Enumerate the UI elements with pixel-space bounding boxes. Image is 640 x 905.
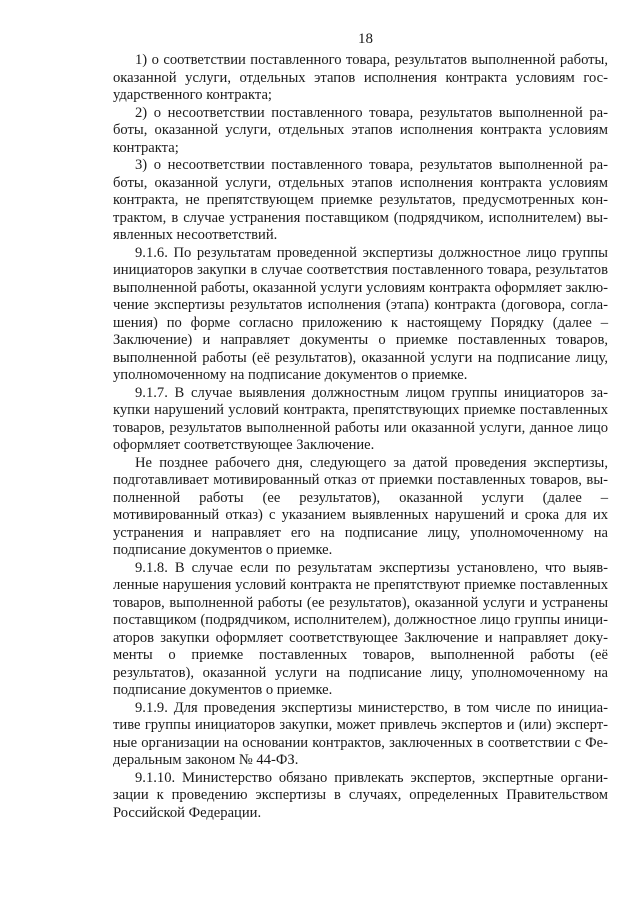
paragraph-9-1-7-continued: Не позднее рабочего дня, следующего за датой проведения экспертизы, подготавливает мотивированный отказ от приемки поставленных товаров, выполненной работы (ее результатов), оказанной услуги (далее – мотивированный отказ) с указанием выявленных нарушений и срока для их устранения и направляет его на подписание лицу, уполномоченному на подписание документов о приемке. <box>113 454 608 558</box>
paragraph-9-1-9: 9.1.9. Для проведения экспертизы министерство, в том числе по инициативе группы инициаторов закупки, может привлечь экспертов и (или) экспертные организации на основании контрактов, заключенных в соответствии с Федеральным законом № 44-ФЗ. <box>113 699 608 768</box>
paragraph-9-1-8: 9.1.8. В случае если по результатам экспертизы установлено, что выявленные нарушения условий контракта не препятствуют приемке поставленных товаров, выполненной работы (ее результатов), оказанной услуги и устранены поставщиком (подрядчиком, исполнителем), должностное лицо группы инициаторов закупки оформляет соответствующее Заключение и направляет документы о приемке поставленных товаров, выполненной работы (её результатов), оказанной услуги на подписание лицу, уполномоченному на подписание документов о приемке. <box>113 559 608 698</box>
paragraph-9-1-10: 9.1.10. Министерство обязано привлекать экспертов, экспертные организации к проведению экспертизы в случаях, определенных Правительством Российской Федерации. <box>113 769 608 821</box>
paragraph-9-1-6: 9.1.6. По результатам проведенной экспертизы должностное лицо группы инициаторов закупки в случае соответствия поставленного товара, результатов выполненной работы, оказанной услуги условиям контракта оформляет заключение экспертизы результатов исполнения (этапа) контракта (договора, соглашения) по форме согласно приложению к настоящему Порядку (далее – Заключение) и направляет документы о приемке поставленных товаров, выполненной работы (её результатов), оказанной услуги на подписание лицу, уполномоченному на подписание документов о приемке. <box>113 244 608 383</box>
paragraph-item-1: 1) о соответствии поставленного товара, результатов выполненной работы, оказанной услуги, отдельных этапов исполнения контракта условиям государственного контракта; <box>113 52 608 103</box>
paragraph-9-1-7: 9.1.7. В случае выявления должностным лицом группы инициаторов закупки нарушений условий контракта, препятствующих приемке поставленных товаров, результатов выполненной работы или оказанной услуги, данное лицо оформляет соответствующее Заключение. <box>113 384 608 453</box>
paragraph-item-3: 3) о несоответствии поставленного товара, результатов выполненной работы, оказанной услуги, отдельных этапов исполнения контракта условиям контракта, не препятствующем приемке результатов, предусмотренных контрактом, в случае устранения поставщиком (подрядчиком, исполнителем) выявленных несоответствий. <box>113 157 608 243</box>
paragraph-item-2: 2) о несоответствии поставленного товара, результатов выполненной работы, оказанной услуги, отдельных этапов исполнения контракта условиям контракта; <box>113 104 608 156</box>
page-number: 18 <box>358 31 373 47</box>
